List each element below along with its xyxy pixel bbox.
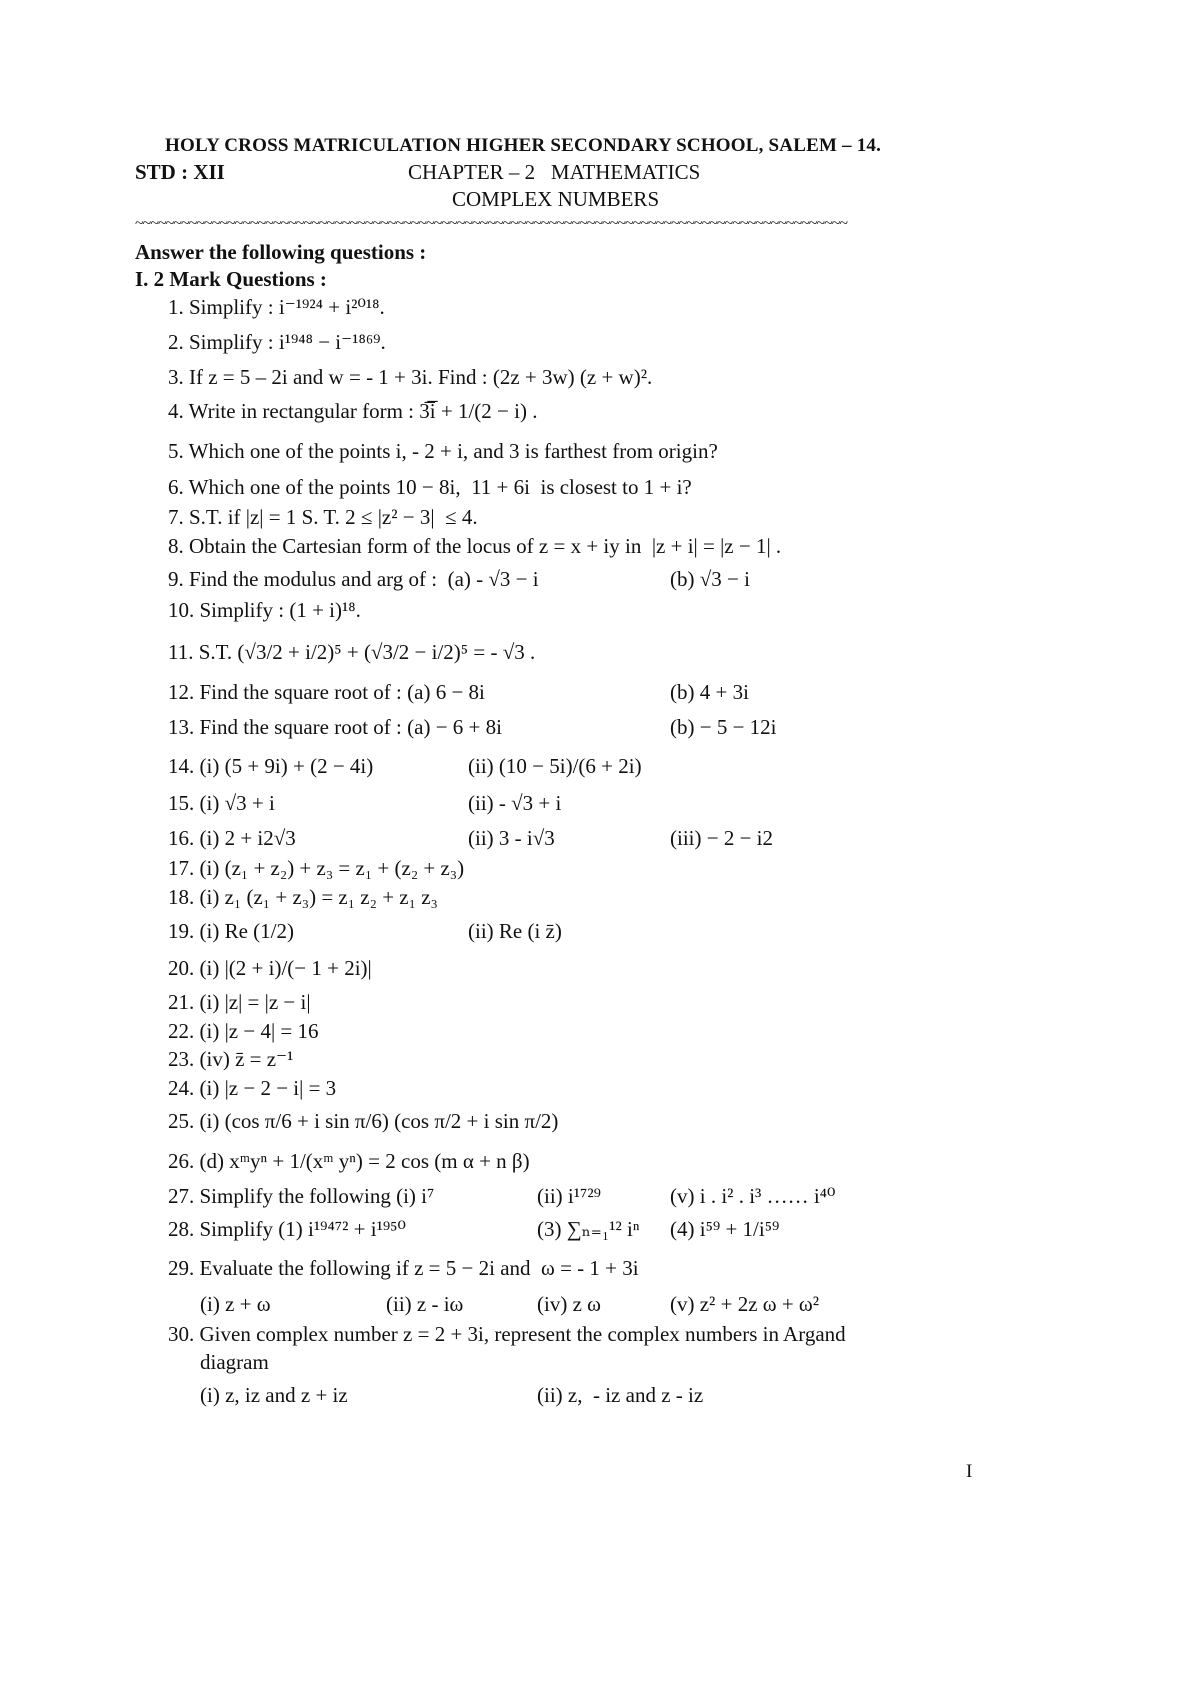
question-subpart: (ii) i¹⁷²⁹ [537, 1184, 601, 1208]
question-subpart: (ii) Re (i z̄) [468, 919, 562, 943]
question-subpart: (ii) - √3 + i [468, 791, 562, 815]
question-item: 16. (i) 2 + i2√3 [168, 826, 296, 850]
page-number: I [966, 1461, 973, 1482]
question-item: 18. (i) z₁ (z₁ + z₃) = z₁ z₂ + z₁ z₃ [168, 885, 438, 909]
question-item: 26. (d) xᵐyⁿ + 1/(xᵐ yⁿ) = 2 cos (m α + n β) [168, 1149, 530, 1173]
question-item: 14. (i) (5 + 9i) + (2 − 4i) [168, 754, 374, 778]
question-item: 7. S.T. if |z| = 1 S. T. 2 ≤ |z² − 3| ≤ 4. [168, 505, 478, 529]
school-name: HOLY CROSS MATRICULATION HIGHER SECONDARY SCHOOL, SALEM – 14. [165, 135, 882, 156]
question-subpart: (b) √3 − i [670, 567, 750, 591]
question-item: 3. If z = 5 – 2i and w = - 1 + 3i. Find : (2z + 3w) (z + w)². [168, 365, 653, 389]
question-item: 24. (i) |z − 2 − i| = 3 [168, 1076, 337, 1100]
question-item: 29. Evaluate the following if z = 5 − 2i and ω = - 1 + 3i [168, 1256, 639, 1280]
question-item: 22. (i) |z − 4| = 16 [168, 1019, 319, 1043]
question-item: 11. S.T. (√3/2 + i/2)⁵ + (√3/2 − i/2)⁵ = - √3 . [168, 640, 536, 664]
question-subpart: (b) 4 + 3i [670, 680, 749, 704]
document-title: COMPLEX NUMBERS [452, 187, 660, 211]
question-subpart: (b) − 5 − 12i [670, 715, 777, 739]
question-item: 6. Which one of the points 10 − 8i, 11 + 6i is closest to 1 + i? [168, 475, 692, 499]
divider: ~~~~~~~~~~~~~~~~~~~~~~~~~~~~~~~~~~~~~~~~~~~~~~~~~~~~~~~~~~~~~~~~~~~~~~~~~~~~~~~~~~~~~~~~~~~~~ [135, 215, 848, 232]
question-item: (i) z, iz and z + iz [200, 1383, 348, 1407]
question-item: 1. Simplify : i⁻¹⁹²⁴ + i²⁰¹⁸. [168, 295, 385, 319]
question-subpart: (ii) z, - iz and z - iz [537, 1383, 704, 1407]
instruction: Answer the following questions : [135, 240, 427, 264]
std-label: STD : XII [135, 160, 225, 184]
question-subpart: (iv) z ω [537, 1292, 601, 1316]
question-item: 15. (i) √3 + i [168, 791, 275, 815]
question-item: 20. (i) |(2 + i)/(− 1 + 2i)| [168, 956, 372, 980]
question-item: 25. (i) (cos π/6 + i sin π/6) (cos π/2 + i sin π/2) [168, 1109, 559, 1133]
question-subpart: (v) i . i² . i³ …… i⁴⁰ [670, 1184, 836, 1208]
question-subpart: (ii) 3 - i√3 [468, 826, 555, 850]
question-item: 17. (i) (z₁ + z₂) + z₃ = z₁ + (z₂ + z₃) [168, 856, 465, 880]
question-item: diagram [200, 1350, 269, 1374]
question-item: 9. Find the modulus and arg of : (a) - √3 − i [168, 567, 539, 591]
question-item: 27. Simplify the following (i) i⁷ [168, 1184, 435, 1208]
section-heading: I. 2 Mark Questions : [135, 267, 327, 291]
question-item: 13. Find the square root of : (a) − 6 + 8i [168, 715, 502, 739]
question-item: 2. Simplify : i¹⁹⁴⁸ − i⁻¹⁸⁶⁹. [168, 330, 386, 354]
question-item: 8. Obtain the Cartesian form of the locus of z = x + iy in |z + i| = |z − 1| . [168, 534, 782, 558]
question-item: 21. (i) |z| = |z − i| [168, 990, 311, 1014]
question-item: 28. Simplify (1) i¹⁹⁴⁷² + i¹⁹⁵⁰ [168, 1217, 406, 1241]
question-subpart: (3) ∑ₙ₌₁¹² iⁿ [537, 1217, 640, 1241]
question-item: (i) z + ω [200, 1292, 271, 1316]
question-item: 23. (iv) z̄ = z⁻¹ [168, 1047, 294, 1071]
question-subpart: (v) z² + 2z ω + ω² [670, 1292, 820, 1316]
question-item: 10. Simplify : (1 + i)¹⁸. [168, 598, 361, 622]
question-item: 30. Given complex number z = 2 + 3i, represent the complex numbers in Argand [168, 1322, 846, 1346]
question-item: 12. Find the square root of : (a) 6 − 8i [168, 680, 485, 704]
question-item: 5. Which one of the points i, - 2 + i, and 3 is farthest from origin? [168, 439, 718, 463]
question-item: 19. (i) Re (1/2) [168, 919, 294, 943]
question-subpart: (4) i⁵⁹ + 1/i⁵⁹ [670, 1217, 780, 1241]
question-subpart: (ii) z - iω [386, 1292, 464, 1316]
question-subpart: (iii) − 2 − i2 [670, 826, 774, 850]
chapter-title: CHAPTER – 2 MATHEMATICS [408, 160, 701, 184]
question-subpart: (ii) (10 − 5i)/(6 + 2i) [468, 754, 642, 778]
question-item: 4. Write in rectangular form : 3̅i̅ + 1/(2 − i) . [168, 399, 538, 423]
